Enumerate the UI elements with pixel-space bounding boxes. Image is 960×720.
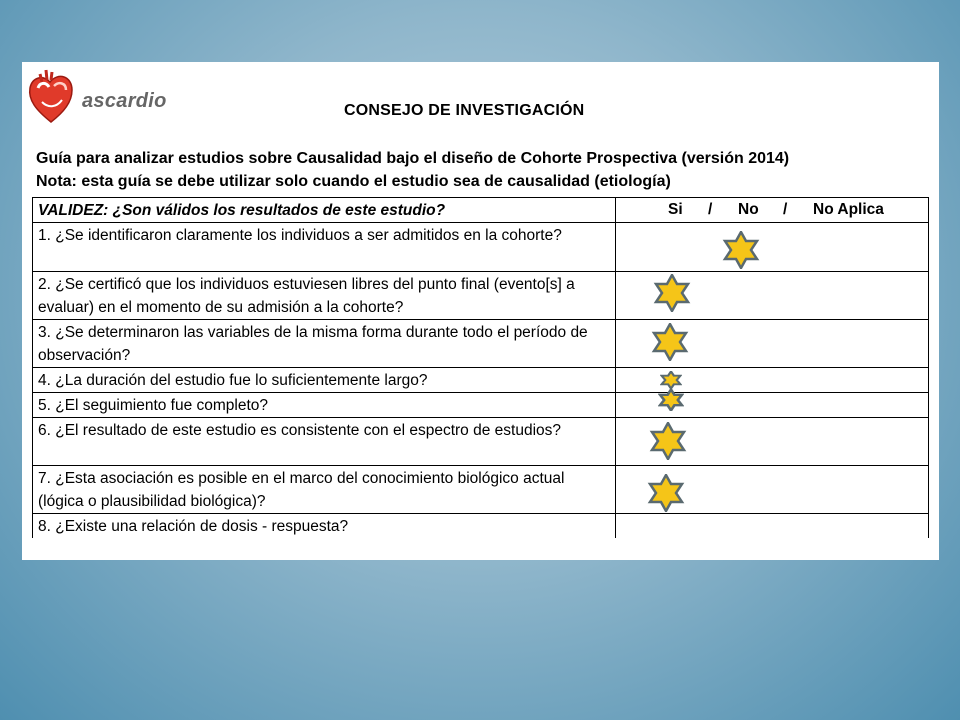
table-row (33, 368, 929, 393)
brand-name: ascardio (82, 90, 167, 112)
heart-logo-icon (26, 68, 76, 128)
answer-cell-1[interactable] (616, 223, 929, 272)
question-2: 2. ¿Se certificó que los individuos estuviesen libres del punto final (evento[s] a evaluar) en el momento de su admisión a la cohorte? (33, 272, 616, 320)
option-no-aplica: No Aplica (813, 201, 884, 218)
option-si: Si (668, 201, 683, 218)
guide-note: Nota: esta guía se debe utilizar solo cuando el estudio sea de causalidad (etiología) (36, 173, 671, 190)
option-slash: / (708, 201, 713, 218)
question-7: 7. ¿Esta asociación es posible en el marco del conocimiento biológico actual (lógica o plausibilidad biológica)? (33, 466, 616, 514)
table-row (33, 223, 929, 272)
table-row (33, 418, 929, 466)
guide-subtitle: Guía para analizar estudios sobre Causalidad bajo el diseño de Cohorte Prospectiva (versión 2014) (36, 150, 790, 167)
table-row (33, 393, 929, 418)
star-mark-icon (650, 323, 690, 361)
table-header-row (33, 198, 929, 223)
answer-cell-7[interactable] (616, 466, 929, 514)
star-mark-icon (722, 231, 760, 269)
star-mark-icon (652, 274, 692, 312)
table-row (33, 514, 929, 539)
table-row (33, 272, 929, 320)
star-mark-icon (648, 422, 688, 460)
answer-cell-8[interactable] (616, 514, 929, 539)
answer-cell-3[interactable] (616, 320, 929, 368)
answer-options-header (616, 198, 929, 223)
star-mark-icon (646, 474, 686, 512)
question-3: 3. ¿Se determinaron las variables de la misma forma durante todo el período de observación? (33, 320, 616, 368)
answer-cell-5[interactable] (616, 393, 929, 418)
question-1: 1. ¿Se identificaron claramente los individuos a ser admitidos en la cohorte? (33, 223, 616, 272)
question-8: 8. ¿Existe una relación de dosis - respuesta? (33, 514, 616, 539)
page-title: CONSEJO DE INVESTIGACIÓN (344, 102, 585, 119)
answer-cell-6[interactable] (616, 418, 929, 466)
table-row (33, 466, 929, 514)
validity-table (32, 197, 929, 538)
answer-cell-2[interactable] (616, 272, 929, 320)
question-4: 4. ¿La duración del estudio fue lo suficientemente largo? (33, 368, 616, 393)
question-6: 6. ¿El resultado de este estudio es consistente con el espectro de estudios? (33, 418, 616, 466)
option-no: No (738, 201, 759, 218)
star-mark-icon (658, 389, 684, 411)
star-mark-icon (660, 371, 682, 389)
table-row (33, 320, 929, 368)
option-slash: / (783, 201, 788, 218)
validity-heading: VALIDEZ: ¿Son válidos los resultados de este estudio? (33, 198, 616, 223)
question-5: 5. ¿El seguimiento fue completo? (33, 393, 616, 418)
document-sheet (22, 62, 939, 560)
